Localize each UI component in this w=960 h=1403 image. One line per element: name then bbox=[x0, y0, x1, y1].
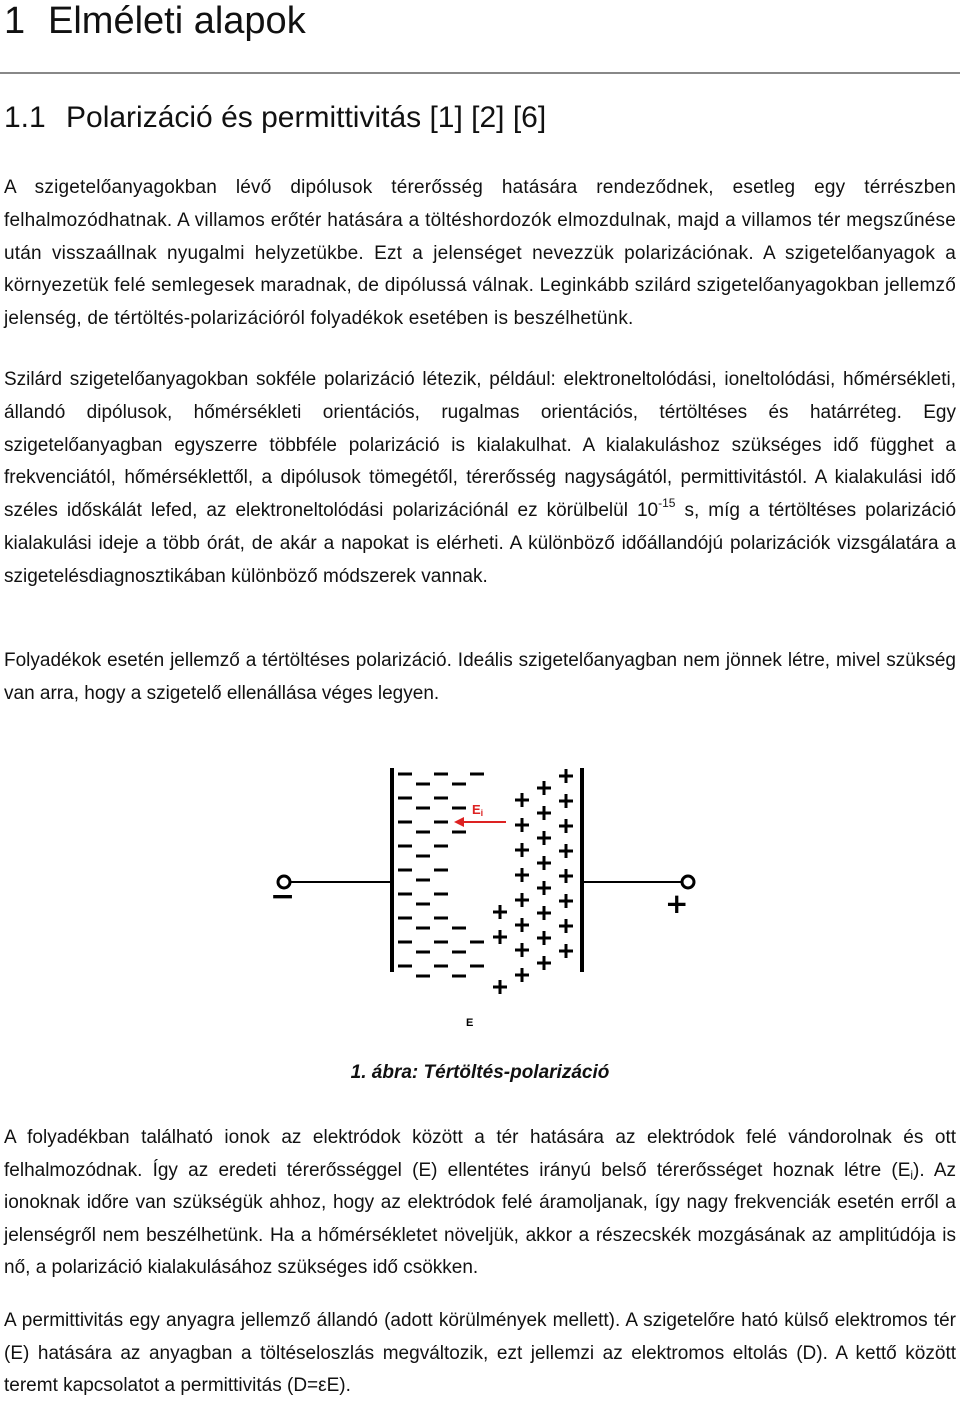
internal-field-label bbox=[472, 802, 483, 818]
paragraph-2 bbox=[4, 364, 956, 594]
plus-charge bbox=[515, 818, 529, 832]
plus-charge bbox=[537, 856, 551, 870]
plus-charge bbox=[559, 919, 573, 933]
section-title: Polarizáció és permittivitás [1] [2] [6] bbox=[66, 101, 547, 134]
exponent: -15 bbox=[658, 496, 676, 511]
plus-charge bbox=[537, 931, 551, 945]
plus-charge bbox=[559, 944, 573, 958]
plus-charge bbox=[537, 881, 551, 895]
space-charge-polarization-figure bbox=[270, 760, 710, 1040]
plus-charge bbox=[537, 806, 551, 820]
plus-charge bbox=[559, 869, 573, 883]
plus-charge bbox=[515, 968, 529, 982]
plus-charge bbox=[559, 844, 573, 858]
plus-charge bbox=[493, 930, 507, 944]
ei-sub: i bbox=[480, 808, 484, 818]
paragraph-4 bbox=[4, 1122, 956, 1285]
figure-caption: 1. ábra: Tértöltés-polarizáció bbox=[350, 1062, 610, 1083]
plus-charge bbox=[515, 918, 529, 932]
section-heading bbox=[4, 98, 546, 138]
plus-charge bbox=[493, 905, 507, 919]
paragraph-5: A permittivitás egy anyagra jellemző állandó (adott körülmények mellett). A szigetelőre ható külső elektromos tér (E) hatására az anyagban a töltéseloszlás megváltozik, ezt jellemzi az elektromos eltolás (D). A kettő között teremt kapcsolatot a permittivitás (D=εE). bbox=[4, 1310, 956, 1396]
plus-charge bbox=[537, 831, 551, 845]
chapter-number: 1 bbox=[4, 0, 26, 42]
chapter-heading bbox=[4, 0, 306, 42]
plus-charge bbox=[515, 893, 529, 907]
plus-charge bbox=[559, 894, 573, 908]
plus-charge bbox=[559, 794, 573, 808]
plus-charge bbox=[515, 943, 529, 957]
plus-charge bbox=[515, 793, 529, 807]
paragraph-4-text-b: ). Az ionoknak időre van szükségük ahhoz, hogy az elektródok felé áramoljanak, így nagy frekvenciák esetén erről a jelenségről nem beszélhetünk. Ha a hőmérsékletet növeljük, akkor a részecskék mozgásának az amplitúdója is nő, a polarizáció kialakulásához szükséges idő csökken. bbox=[4, 1159, 957, 1278]
plus-charge bbox=[537, 956, 551, 970]
plus-charge bbox=[515, 843, 529, 857]
section-number: 1.1 bbox=[4, 101, 46, 134]
plus-charge bbox=[537, 781, 551, 795]
plus-charge bbox=[493, 980, 507, 994]
paragraph-2-text-b: s, míg a tértöltéses polarizáció kialakulási ideje a több órát, de akár a napokat is elérheti. A különböző időállandójú polarizációk vizsgálatára a szigetelésdiagnosztikában különböző módszerek vannak. bbox=[4, 500, 957, 587]
plus-charge bbox=[559, 819, 573, 833]
negative-terminal-sign: − bbox=[270, 879, 296, 914]
subscript: i bbox=[910, 1167, 914, 1182]
positive-terminal-sign: + bbox=[665, 887, 689, 920]
paragraph-2-text-a: Szilárd szigetelőanyagokban sokféle polarizáció létezik, például: elektroneltolódási, ioneltolódási, hőmérsékleti, állandó dipólusok, hőmérsékleti orientációs, rugalmas orientációs, tértöltéses és határréteg. Egy szigetelőanyagban egyszerre többféle polarizáció is kialakulhat. A kialakuláshoz szükséges idő függhet a frekvenciától, hőmérséklettől, a dipólusok tömegétől, térerősség nagyságától, permittivitástól. A kialakulási idő széles időskálát lefed, az elektroneltolódási polarizációnál ez körülbelül 10 bbox=[4, 369, 956, 522]
plus-charge bbox=[537, 906, 551, 920]
paragraph-4-text-a: A folyadékban található ionok az elektródok között a tér hatására az elektródok felé vándorolnak és ott felhalmozódnak. Így az eredeti térerősséggel (E) ellentétes irányú belső térerősséget hoznak létre (E bbox=[4, 1127, 956, 1181]
plus-charge bbox=[515, 868, 529, 882]
heading-rule bbox=[0, 72, 960, 74]
paragraph-1: A szigetelőanyagokban lévő dipólusok térerősség hatására rendeződnek, esetleg egy térrészben felhalmozódhatnak. A villamos erőtér hatására a töltéshordozók elmozdulnak, majd a villamos tér megszűnése után visszaállnak nyugalmi helyzetükbe. Ezt a jelenséget nevezzük polarizációnak. A szigetelőanyagok a környezetük felé semlegesek maradnak, de dipólussá válnak. Leginkább szilárd szigetelőanyagokban jellemző jelenség, de tértöltés-polarizációról folyadékok esetében is beszélhetünk. bbox=[4, 177, 956, 330]
ei-main: E bbox=[472, 802, 481, 817]
chapter-title: Elméleti alapok bbox=[48, 0, 306, 42]
paragraph-3: Folyadékok esetén jellemző a tértöltéses polarizáció. Ideális szigetelőanyagban nem jönnek létre, mivel szükség van arra, hogy a szigetelő ellenállása véges legyen. bbox=[4, 650, 956, 704]
positive-charges bbox=[493, 769, 573, 994]
plus-charge bbox=[559, 769, 573, 783]
external-field-label: E bbox=[466, 1017, 474, 1029]
internal-field-arrowhead bbox=[454, 817, 464, 827]
